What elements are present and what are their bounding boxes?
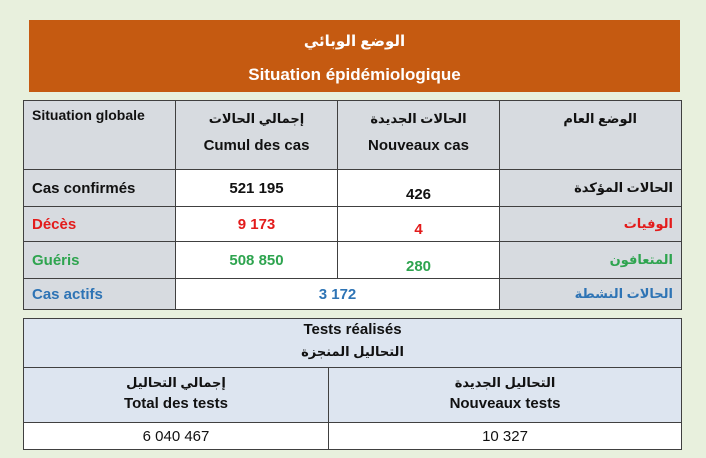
header-cumul-arabic: إجمالي الحالات — [208, 111, 305, 126]
row-label-deaths: Décès — [24, 207, 176, 242]
table-header-row — [24, 101, 682, 170]
tests-title-cell — [24, 319, 682, 368]
tests-total-header — [24, 368, 329, 423]
header-nouveaux-arabic: الحالات الجديدة — [370, 111, 467, 126]
tests-total-arabic: إجمالي التحاليل — [126, 375, 226, 390]
new-recovered: 280 — [338, 242, 500, 279]
row-label-confirmed: Cas confirmés — [24, 170, 176, 207]
new-confirmed: 426 — [338, 170, 500, 207]
table-row-confirmed — [24, 170, 682, 207]
row-label-recovered: Guéris — [24, 242, 176, 279]
header-cumul-cell — [176, 101, 338, 170]
tests-total-value: 6 040 467 — [24, 423, 329, 450]
tests-total-french: Total des tests — [124, 395, 228, 412]
row-label-active-arabic: الحالات النشطة — [500, 279, 682, 310]
new-deaths: 4 — [338, 207, 500, 242]
table-row-active — [24, 279, 682, 310]
cumul-confirmed: 521 195 — [176, 170, 338, 207]
row-label-active: Cas actifs — [24, 279, 176, 310]
tests-new-french: Nouveaux tests — [449, 395, 561, 412]
tests-new-header — [329, 368, 682, 423]
header-nouveaux-french: Nouveaux cas — [368, 137, 469, 154]
tests-new-arabic: التحاليل الجديدة — [454, 375, 556, 390]
tests-subheader-row — [24, 368, 682, 423]
table-row-deaths — [24, 207, 682, 242]
row-label-deaths-arabic: الوفيات — [500, 207, 682, 242]
header-situation-globale: Situation globale — [24, 101, 176, 170]
active-cases-value: 3 172 — [176, 279, 500, 310]
header-cumul-french: Cumul des cas — [203, 137, 310, 154]
banner-title-french: Situation épidémiologique — [248, 65, 461, 84]
tests-title-french: Tests réalisés — [303, 321, 402, 338]
cumul-recovered: 508 850 — [176, 242, 338, 279]
tests-table — [23, 318, 682, 450]
banner-title-arabic: الوضع الوبائي — [303, 33, 406, 50]
tests-title-arabic: التحاليل المنجزة — [301, 344, 404, 359]
header-nouveaux-cell — [338, 101, 500, 170]
row-label-recovered-arabic: المتعافون — [500, 242, 682, 279]
cumul-deaths: 9 173 — [176, 207, 338, 242]
tests-new-value: 10 327 — [329, 423, 682, 450]
title-banner — [29, 20, 680, 92]
tests-title-row — [24, 319, 682, 368]
tests-values-row — [24, 423, 682, 450]
row-label-confirmed-arabic: الحالات المؤكدة — [500, 170, 682, 207]
header-general-arabic: الوضع العام — [500, 101, 682, 170]
table-row-recovered — [24, 242, 682, 279]
epidemiological-situation-table — [23, 100, 682, 310]
